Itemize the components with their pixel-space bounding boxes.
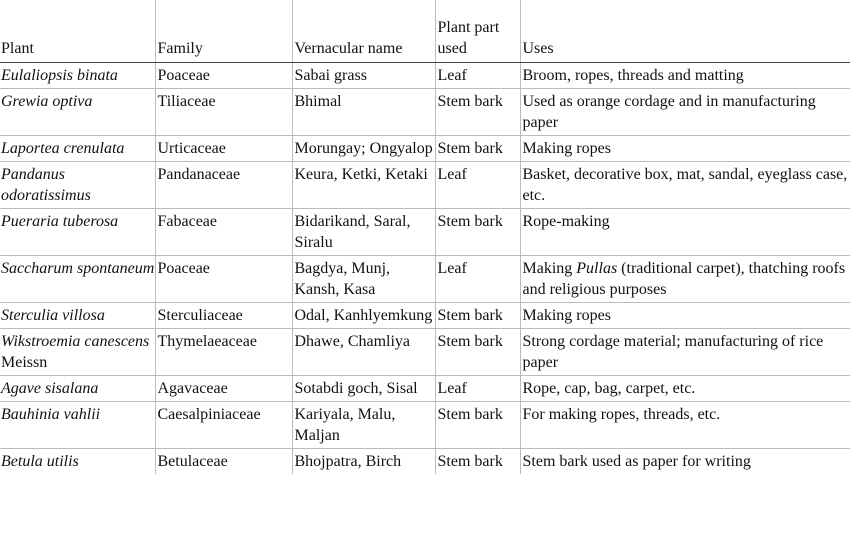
uses-text: Making [522,259,577,277]
plant-part-cell: Leaf [435,62,520,88]
uses-cell: Stem bark used as paper for writing [520,448,850,474]
plant-scientific-name: Pueraria tuberosa [1,212,119,230]
table-row [0,328,850,375]
vernacular-name-cell: Sotabdi goch, Sisal [292,375,435,401]
table-row [0,255,850,302]
table-body [0,62,850,474]
family-cell: Pandanaceae [155,161,292,208]
plant-part-cell: Stem bark [435,88,520,135]
uses-cell: Rope, cap, bag, carpet, etc. [520,375,850,401]
vernacular-name-cell: Morungay; Ongyalop [292,135,435,161]
header-plant-part-used: Plant part used [435,0,520,62]
table-row [0,62,850,88]
plant-part-cell: Leaf [435,255,520,302]
family-cell: Agavaceae [155,375,292,401]
plant-scientific-name: Wikstroemia canescens [1,332,150,350]
table-row [0,448,850,474]
table-row [0,302,850,328]
vernacular-name-cell: Bidarikand, Saral, Siralu [292,208,435,255]
family-cell: Poaceae [155,255,292,302]
table-header [0,0,850,62]
plant-cell [0,208,155,255]
plant-cell [0,255,155,302]
family-cell: Thymelaeaceae [155,328,292,375]
plant-author: Meissn [1,353,48,371]
plant-scientific-name: Pandanus odoratissimus [1,165,91,204]
plant-cell [0,62,155,88]
uses-cell: Used as orange cordage and in manufacturing paper [520,88,850,135]
plant-part-cell: Stem bark [435,448,520,474]
table-row [0,88,850,135]
table-row [0,375,850,401]
plant-cell [0,302,155,328]
vernacular-name-cell: Bhojpatra, Birch [292,448,435,474]
plant-cell [0,375,155,401]
uses-cell: Strong cordage material; manufacturing of rice paper [520,328,850,375]
family-cell: Tiliaceae [155,88,292,135]
uses-cell: Making ropes [520,135,850,161]
vernacular-name-cell: Dhawe, Chamliya [292,328,435,375]
family-cell: Poaceae [155,62,292,88]
plant-scientific-name: Eulaliopsis binata [1,66,118,84]
uses-cell: Making ropes [520,302,850,328]
plant-cell [0,161,155,208]
plant-cell [0,328,155,375]
plant-scientific-name: Grewia optiva [1,92,93,110]
header-family: Family [155,0,292,62]
family-cell: Sterculiaceae [155,302,292,328]
plant-part-cell: Stem bark [435,135,520,161]
plant-part-cell: Stem bark [435,328,520,375]
plant-part-cell: Stem bark [435,208,520,255]
plant-scientific-name: Saccharum spontaneum [1,259,155,277]
header-plant: Plant [0,0,155,62]
vernacular-name-cell: Bagdya, Munj, Kansh, Kasa [292,255,435,302]
uses-text: (traditional carpet), thatching roofs and religious purposes [522,259,846,298]
table-row [0,135,850,161]
table-row [0,401,850,448]
family-cell: Betulaceae [155,448,292,474]
table-row [0,161,850,208]
plant-scientific-name: Betula utilis [1,452,79,470]
plant-part-cell: Leaf [435,161,520,208]
plant-cell [0,135,155,161]
plant-part-cell: Stem bark [435,401,520,448]
plant-part-cell: Stem bark [435,302,520,328]
header-vernacular-name: Vernacular name [292,0,435,62]
uses-cell [520,255,850,302]
header-row [0,0,850,62]
uses-cell: Basket, decorative box, mat, sandal, eyeglass case, etc. [520,161,850,208]
vernacular-name-cell: Bhimal [292,88,435,135]
plant-cell [0,88,155,135]
uses-emphasis: Pullas [576,259,618,277]
family-cell: Fabaceae [155,208,292,255]
plant-scientific-name: Bauhinia vahlii [1,405,101,423]
vernacular-name-cell: Keura, Ketki, Ketaki [292,161,435,208]
uses-cell: Rope-making [520,208,850,255]
plant-cell [0,448,155,474]
vernacular-name-cell: Sabai grass [292,62,435,88]
plant-scientific-name: Agave sisalana [1,379,99,397]
plant-scientific-name: Laportea crenulata [1,139,125,157]
header-uses: Uses [520,0,850,62]
vernacular-name-cell: Odal, Kanhlyemkung [292,302,435,328]
family-cell: Caesalpiniaceae [155,401,292,448]
uses-cell: Broom, ropes, threads and matting [520,62,850,88]
uses-cell: For making ropes, threads, etc. [520,401,850,448]
plant-scientific-name: Sterculia villosa [1,306,105,324]
vernacular-name-cell: Kariyala, Malu, Maljan [292,401,435,448]
plant-part-cell: Leaf [435,375,520,401]
plant-cell [0,401,155,448]
table-row [0,208,850,255]
family-cell: Urticaceae [155,135,292,161]
